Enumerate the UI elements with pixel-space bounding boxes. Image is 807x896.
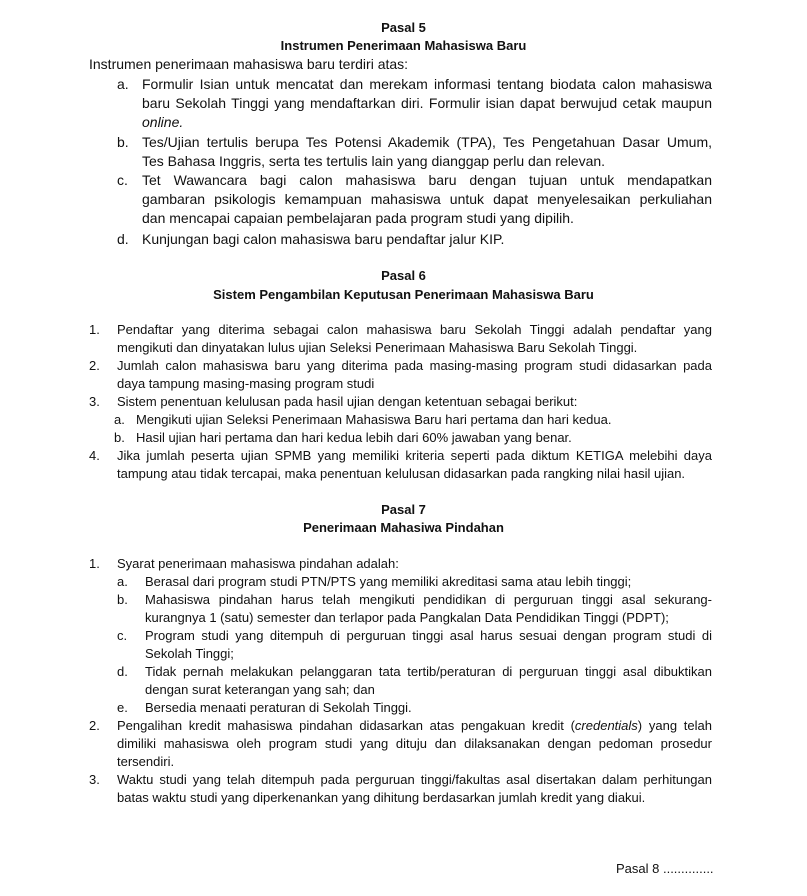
list-item-line: Kunjungan bagi calon mahasiswa baru pendaftar jalur KIP. bbox=[142, 231, 505, 247]
list-item-line: batas waktu studi yang diperkenankan yang dihitung berdasarkan jumlah kredit yang diakui. bbox=[117, 790, 646, 805]
list-marker: e. bbox=[117, 700, 128, 715]
list-item-line: Program studi yang ditempuh di perguruan tinggi asal harus sesuai dengan program studi di bbox=[145, 628, 712, 643]
list-marker: d. bbox=[117, 231, 129, 247]
text-run: Pengalihan kredit mahasiswa pindahan didasarkan atas pengakuan kredit ( bbox=[117, 718, 575, 733]
list-item-line: kurangnya 1 (satu) semester dan terlapor pada Pangkalan Data Pendidikan Tinggi (PDPT); bbox=[145, 610, 669, 625]
list-marker: c. bbox=[117, 628, 128, 643]
list-item-line: tampung atau tidak tercapai, maka penentuan kelulusan didasarkan pada rangking nilai hasil ujian. bbox=[117, 466, 686, 481]
pasal-5-title: Pasal 5 bbox=[381, 20, 426, 35]
list-item-line: Tidak pernah melakukan pelanggaran tata tertib/peraturan di perguruan tinggi asal dibuktikan bbox=[145, 664, 712, 679]
list-marker: a. bbox=[117, 574, 128, 589]
list-marker: 1. bbox=[89, 322, 100, 337]
pasal-7-subtitle: Penerimaan Mahasiwa Pindahan bbox=[303, 520, 504, 535]
list-marker: 3. bbox=[89, 394, 100, 409]
list-item-line: Sistem penentuan kelulusan pada hasil ujian dengan ketentuan sebagai berikut: bbox=[117, 394, 578, 409]
list-item-line: mengikuti dan dinyatakan lulus ujian Seleksi Penerimaan Mahasiswa Baru Sekolah Tinggi. bbox=[117, 340, 638, 355]
pasal-5-subtitle: Instrumen Penerimaan Mahasiswa Baru bbox=[280, 38, 527, 53]
list-marker: 2. bbox=[89, 718, 100, 733]
list-item-line: dimiliki mahasiswa oleh program studi yang dituju dan dilaksanakan dengan pedoman prosedur bbox=[117, 736, 712, 751]
pasal-6-title: Pasal 6 bbox=[381, 268, 426, 283]
pasal-7-title: Pasal 7 bbox=[381, 502, 426, 517]
list-item-line: dengan surat keterangan yang sah; dan bbox=[145, 682, 375, 697]
list-marker: 2. bbox=[89, 358, 100, 373]
list-item-line: tersendiri. bbox=[117, 754, 175, 769]
list-item-line: Tet Wawancara bagi calon mahasiswa baru dengan tujuan untuk mendapatkan bbox=[142, 172, 712, 188]
pasal-5-intro: Instrumen penerimaan mahasiswa baru terdiri atas: bbox=[89, 56, 409, 72]
pasal-6-subtitle: Sistem Pengambilan Keputusan Penerimaan Mahasiswa Baru bbox=[213, 287, 594, 302]
list-item-line-italic: online. bbox=[142, 114, 184, 130]
list-marker: a. bbox=[117, 76, 129, 92]
list-item-line: Formulir Isian untuk mencatat dan merekam informasi tentang biodata calon mahasiswa bbox=[142, 76, 712, 92]
list-item-line: Syarat penerimaan mahasiswa pindahan adalah: bbox=[117, 556, 399, 571]
list-marker: b. bbox=[117, 134, 129, 150]
list-item-line: Jumlah calon mahasiswa baru yang diterima pada masing-masing program studi didasarkan pada bbox=[117, 358, 712, 373]
list-item-line-mixed bbox=[117, 718, 712, 733]
list-marker: b. bbox=[114, 430, 125, 445]
list-item-line: Tes/Ujian tertulis berupa Tes Potensi Akademik (TPA), Tes Pengetahuan Dasar Umum, bbox=[142, 134, 712, 150]
list-marker: 4. bbox=[89, 448, 100, 463]
list-marker: 3. bbox=[89, 772, 100, 787]
list-item-line: Jika jumlah peserta ujian SPMB yang memiliki kriteria seperti pada diktum KETIGA melebihi daya bbox=[117, 448, 712, 463]
list-item-line: Pendaftar yang diterima sebagai calon mahasiswa baru Sekolah Tinggi adalah pendaftar yang bbox=[117, 322, 712, 337]
list-marker: a. bbox=[114, 412, 125, 427]
list-item-line: Waktu studi yang telah ditempuh pada perguruan tinggi/fakultas asal disertakan dalam perhitungan bbox=[117, 772, 712, 787]
list-item-line: Hasil ujian hari pertama dan hari kedua lebih dari 60% jawaban yang benar. bbox=[136, 430, 572, 445]
list-item-line: baru Sekolah Tinggi yang mendaftarkan diri. Formulir isian dapat berwujud cetak maupun bbox=[142, 95, 712, 111]
text-run: ) yang telah bbox=[637, 718, 712, 733]
list-marker: b. bbox=[117, 592, 128, 607]
list-item-line: Berasal dari program studi PTN/PTS yang memiliki akreditasi sama atau lebih tinggi; bbox=[145, 574, 632, 589]
list-item-line: daya tampung masing-masing program studi bbox=[117, 376, 375, 391]
list-item-line: Mahasiswa pindahan harus telah mengikuti pendidikan di perguruan tinggi asal sekurang- bbox=[145, 592, 712, 607]
list-marker: c. bbox=[117, 172, 128, 188]
list-item-line: Sekolah Tinggi; bbox=[145, 646, 234, 661]
list-item-line: dan mencapai capaian pembelajaran pada program studi yang dipilih. bbox=[142, 210, 574, 226]
list-marker: d. bbox=[117, 664, 128, 679]
list-item-line: Bersedia menaati peraturan di Sekolah Tinggi. bbox=[145, 700, 412, 715]
list-item-line: Tes Bahasa Inggris, serta tes tertulis lain yang dianggap perlu dan relevan. bbox=[142, 153, 606, 169]
list-item-line: Mengikuti ujian Seleksi Penerimaan Mahasiswa Baru hari pertama dan hari kedua. bbox=[136, 412, 612, 427]
list-marker: 1. bbox=[89, 556, 100, 571]
list-item-line: gambaran psikologis kemampuan mahasiswa untuk dapat menyelesaikan perkuliahan bbox=[142, 191, 712, 207]
page-footer: Pasal 8 .............. bbox=[616, 861, 714, 876]
text-run-italic: credentials bbox=[574, 718, 638, 733]
